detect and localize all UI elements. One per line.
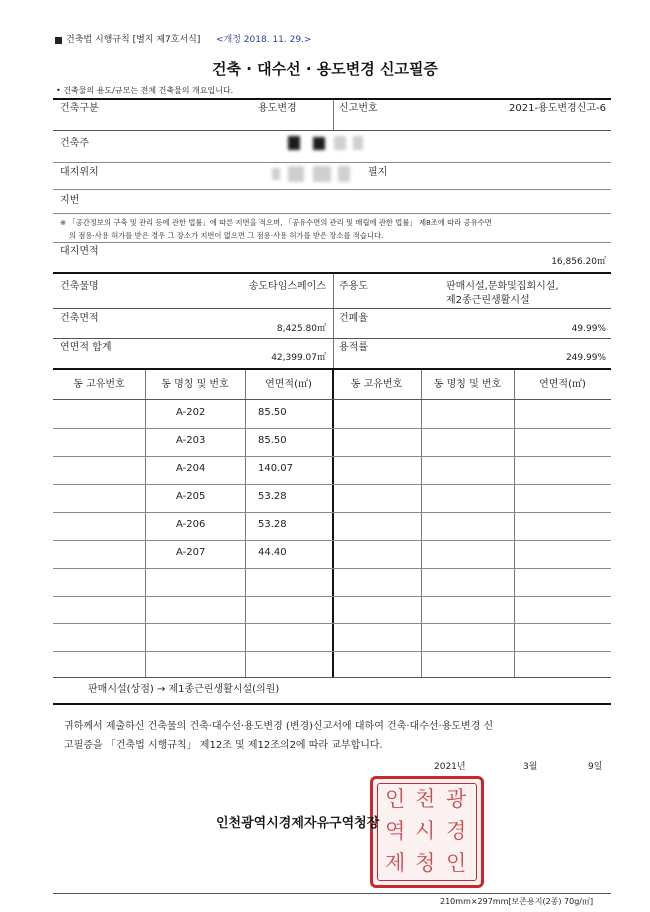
section-line [53, 272, 611, 274]
unit-name: A-202 [176, 407, 206, 418]
issuer-name: 인천광역시경제자유구역청장 [216, 816, 380, 831]
main-use-line1: 판매시설,문화및집회시설, [446, 281, 559, 292]
use-change-note: 판매시설(상점) → 제1종근린생활시설(의원) [88, 684, 280, 695]
table-column-line [145, 370, 146, 677]
table-row-line [53, 428, 611, 429]
site-area-label: 대지면적 [60, 246, 99, 257]
issue-year: 2021년 [434, 762, 466, 772]
report-number-label: 신고번호 [339, 103, 378, 114]
table-header-building-name: 동 명칭 및 번호 [161, 379, 229, 390]
building-area-label: 건축면적 [60, 313, 99, 324]
table-header-building-name: 동 명칭 및 번호 [433, 379, 502, 390]
table-row-line [53, 596, 611, 597]
table-row-line [53, 484, 611, 485]
footer-line [53, 893, 611, 894]
unit-name: A-204 [176, 463, 206, 474]
unit-name: A-206 [176, 519, 206, 530]
total-floor-area-value: 42,399.07㎡ [271, 353, 326, 363]
table-column-line [514, 370, 515, 677]
unit-name: A-203 [176, 435, 206, 446]
table-header-building-id: 동 고유번호 [350, 379, 403, 390]
redacted-owner [288, 136, 300, 150]
form-reference: 건축법 시행규칙 [별지 제7호서식] [66, 35, 201, 45]
floor-area-ratio-label: 용적률 [339, 342, 368, 353]
redacted-owner [313, 137, 325, 150]
table-row-line [53, 456, 611, 457]
building-divider [333, 274, 334, 368]
table-row-line [53, 540, 611, 541]
form-mark [55, 37, 62, 44]
redacted-address [313, 166, 331, 182]
table-row-line [53, 568, 611, 569]
building-area-value: 8,425.80㎡ [276, 324, 326, 334]
redacted-address [338, 166, 350, 182]
unit-area: 53.28 [258, 491, 287, 502]
row-line [53, 338, 611, 339]
row-line [53, 162, 611, 163]
redacted-address [272, 168, 280, 180]
unit-name: A-207 [176, 547, 206, 558]
redacted-address [288, 166, 304, 182]
unit-area: 44.40 [258, 547, 287, 558]
table-row-line [53, 623, 611, 624]
top-divider [333, 100, 334, 130]
category-value: 용도변경 [258, 103, 297, 114]
row-line [53, 189, 611, 190]
table-bottom-line [53, 677, 611, 678]
category-label: 건축구분 [60, 103, 99, 114]
lot-note-line2: 의 점용·사용 허가를 받은 경우 그 장소가 지번이 없으면 그 점용·사용 허가를 받은 장소를 적습니다. [69, 231, 384, 240]
table-row-line [53, 651, 611, 652]
coverage-label: 건폐율 [339, 313, 368, 324]
row-line [53, 308, 611, 309]
row-line [53, 213, 611, 214]
total-floor-area-label: 연면적 합계 [60, 342, 112, 353]
report-number-value: 2021-용도변경신고-6 [509, 103, 606, 114]
building-name-label: 건축물명 [60, 281, 99, 292]
table-header-building-id: 동 고유번호 [73, 379, 125, 390]
site-location-label: 대지위치 [60, 167, 99, 178]
lot-number-label: 지번 [60, 195, 80, 206]
issue-day: 9일 [588, 762, 603, 772]
row-line [53, 242, 611, 243]
table-header-floor-area: 연면적(㎡) [265, 379, 312, 390]
table-row-line [53, 512, 611, 513]
coverage-value: 49.99% [571, 324, 606, 334]
building-name-value: 송도타임스페이스 [248, 281, 326, 292]
statement-line1: 귀하께서 제출하신 건축물의 건축·대수선·용도변경 (변경)신고서에 대하여 건축·대수선·용도변경 신 [64, 721, 494, 732]
unit-area: 140.07 [258, 463, 293, 474]
main-use-line2: 제2종근린생활시설 [446, 295, 530, 306]
unit-name: A-205 [176, 491, 206, 502]
table-header-floor-area: 연면적(㎡) [539, 379, 586, 390]
table-header-line [53, 399, 611, 400]
statement-line2: 고필증을 「건축법 시행규칙」 제12조 및 제12조의2에 따라 교부합니다. [64, 740, 383, 751]
page-title: 건축 · 대수선 · 용도변경 신고필증 [212, 60, 438, 78]
unit-area: 53.28 [258, 519, 287, 530]
table-column-line [245, 370, 246, 677]
main-use-label: 주용도 [339, 281, 368, 292]
lot-label: 필지 [368, 167, 388, 178]
section-line [53, 703, 611, 705]
redacted-owner [353, 136, 363, 150]
floor-area-ratio-value: 249.99% [565, 353, 606, 363]
unit-area: 85.50 [258, 435, 287, 446]
row-line [53, 130, 611, 131]
lot-note-line1: ※ 「공간정보의 구축 및 관리 등에 관한 법률」에 따른 지번을 적으며, 「공유수면의 관리 및 매립에 관한 법률」 제8조에 따라 공유수면 [60, 218, 492, 227]
table-column-line [421, 370, 422, 677]
table-column-line [332, 370, 334, 677]
form-top-border [53, 98, 611, 100]
unit-area: 85.50 [258, 407, 287, 418]
redacted-owner [334, 136, 346, 150]
paper-spec: 210mm×297mm[보존용지(2종) 70g/㎡] [440, 897, 594, 906]
revision-date: <개정 2018. 11. 29.> [216, 35, 312, 45]
owner-label: 건축주 [60, 138, 89, 149]
scope-note: • 건축물의 용도/규모는 전체 건축물의 개요입니다. [56, 86, 234, 95]
site-area-value: 16,856.20㎡ [551, 257, 606, 267]
official-seal: 인 천 광 역 시 경 제 청 인 [370, 776, 484, 888]
issue-month: 3월 [523, 762, 538, 772]
